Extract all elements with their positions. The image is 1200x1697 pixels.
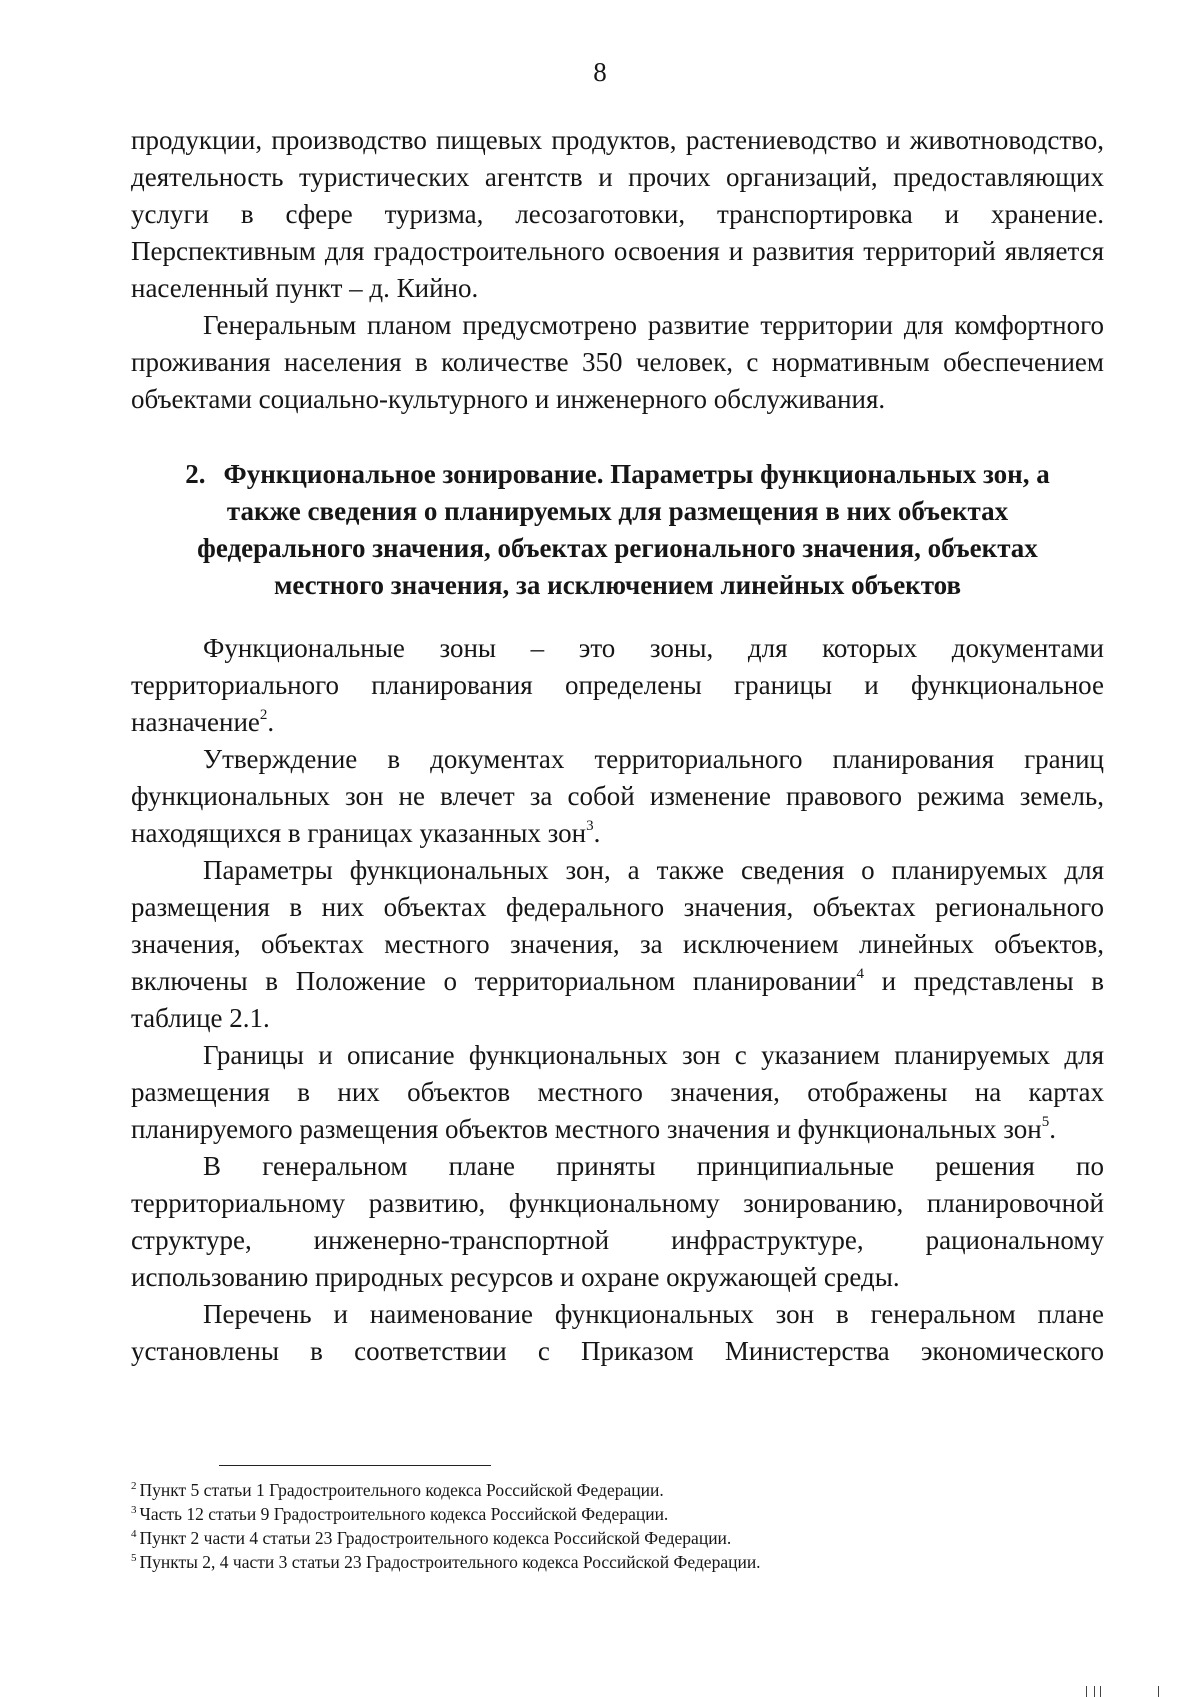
paragraph (131, 852, 1104, 1037)
footnote-ref[interactable]: 3 (586, 818, 594, 834)
paragraph (131, 741, 1104, 852)
section-heading (131, 456, 1104, 604)
paragraph (131, 630, 1104, 741)
paragraph-text: Утверждение в документах территориального планирования границ функциональных зон не влечет за собой изменение правового режима земель, находящихся в границах указанных зон (131, 744, 1104, 848)
paragraph-tail: . (267, 707, 275, 737)
document-body (131, 122, 1104, 1370)
paragraph: продукции, производство пищевых продуктов, растениеводство и животноводство, деятельность туристических агентств и прочих организаций, предоставляющих услуги в сфере туризма, лесозаготовки, транспортировка и хранение. Перспективным для градостроительного освоения и развития территорий является населенный пункт – д. Кийно. (131, 125, 1104, 303)
scan-mark (1086, 1686, 1087, 1697)
footnotes (131, 1478, 1091, 1574)
footnote-text: Пункт 2 части 4 статьи 23 Градостроительного кодекса Российской Федерации. (139, 1528, 732, 1548)
section-number: 2. (185, 459, 206, 489)
footnote (131, 1526, 1091, 1550)
scan-mark (1094, 1686, 1095, 1697)
footnote (131, 1550, 1091, 1574)
paragraph-tail: . (593, 818, 601, 848)
footnote-text: Часть 12 статьи 9 Градостроительного кодекса Российской Федерации. (139, 1504, 669, 1524)
footnote-number: 5 (131, 1552, 137, 1564)
section-title-part: Функциональное зонирование. Параметры функциональных зон, а (223, 459, 1050, 489)
paragraph-tail: . (1049, 1114, 1056, 1144)
footnote-text: Пункты 2, 4 части 3 статьи 23 Градостроительного кодекса Российской Федерации. (139, 1552, 761, 1572)
paragraph-tail: и представлены в таблице 2.1. (131, 966, 1104, 1033)
paragraph-text: Границы и описание функциональных зон с указанием планируемых для размещения в них объектов местного значения, отображены на картах планируемого размещения объектов местного значения и функциональных зон (131, 1040, 1104, 1144)
footnote-text: Пункт 5 статьи 1 Градостроительного кодекса Российской Федерации. (139, 1480, 664, 1500)
section-heading-line: местного значения, за исключением линейных объектов (273, 570, 962, 600)
footnote-ref[interactable]: 5 (1041, 1114, 1050, 1130)
section-heading-line (131, 456, 1104, 493)
scan-mark (1158, 1686, 1159, 1697)
footnote-separator (219, 1465, 491, 1466)
footnote (131, 1478, 1091, 1502)
footnote (131, 1502, 1091, 1526)
page-number: 8 (593, 57, 607, 87)
footnote-ref[interactable]: 2 (259, 707, 268, 723)
paragraph: Генеральным планом предусмотрено развитие территории для комфортного проживания населения в количестве 350 человек, с нормативным обеспечением объектами социально-культурного и инженерного обслуживания. (131, 310, 1104, 414)
footnote-number: 2 (131, 1480, 137, 1492)
paragraph (131, 1037, 1104, 1148)
section-heading-line: также сведения о планируемых для размещения в них объектах (226, 496, 1009, 526)
scan-mark (1100, 1686, 1101, 1697)
section-heading-line: федерального значения, объектах регионального значения, объектах (197, 533, 1038, 563)
paragraph: Перечень и наименование функциональных зон в генеральном плане установлены в соответствии с Приказом Министерства экономического (131, 1299, 1104, 1366)
paragraph-text: Параметры функциональных зон, а также сведения о планируемых для размещения в них объектах федерального значения, объектах регионального значения, объектах местного значения, за исключением линейных объектов, включены в Положение о территориальном планировании (131, 855, 1104, 996)
paragraph-text: Функциональные зоны – это зоны, для которых документами территориального планирования определены границы и функциональное назначение (131, 633, 1104, 737)
footnote-number: 4 (131, 1528, 137, 1540)
footnote-ref[interactable]: 4 (856, 966, 864, 982)
footnote-number: 3 (131, 1504, 137, 1516)
paragraph: В генеральном плане приняты принципиальные решения по территориальному развитию, функциональному зонированию, планировочной структуре, инженерно-транспортной инфраструктуре, рациональному использованию природных ресурсов и охране окружающей среды. (131, 1151, 1104, 1292)
